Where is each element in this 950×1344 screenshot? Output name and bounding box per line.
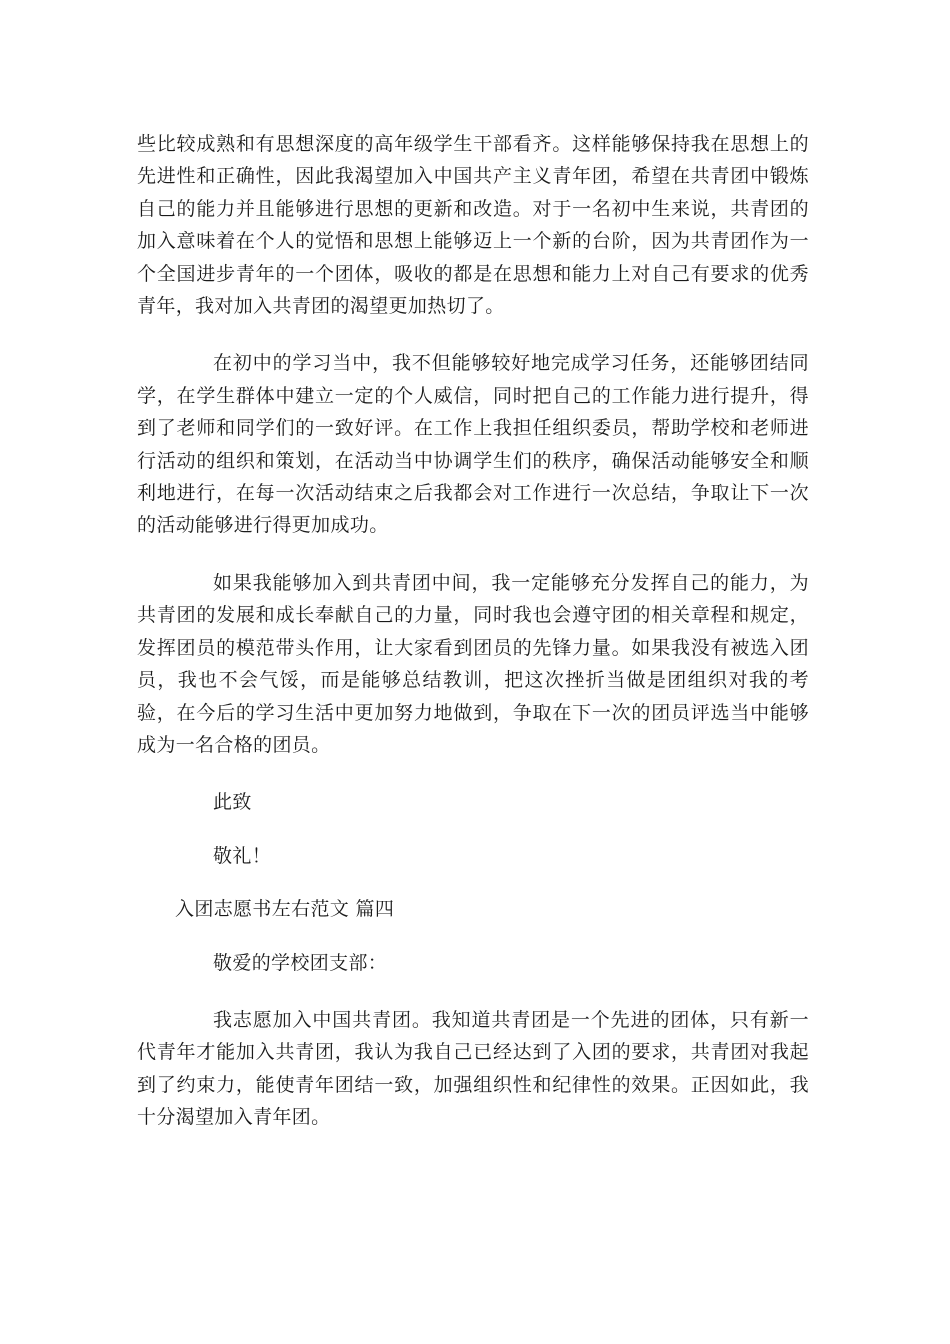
section-heading: 入团志愿书左右范文 篇四: [175, 898, 395, 921]
paragraph-4: 我志愿加入中国共青团。我知道共青团是一个先进的团体，只有新一代青年才能加入共青团，我认为我自己已经达到了入团的要求，共青团对我起到了约束力，能使青年团结一致，加强组织性和纪律性的效果。正因如此，我十分渴望加入青年团。: [137, 1008, 809, 1129]
paragraph-1: 些比较成熟和有思想深度的高年级学生干部看齐。这样能够保持我在思想上的先进性和正确性，因此我渴望加入中国共产主义青年团，希望在共青团中锻炼自己的能力并且能够进行思想的更新和改造。对于一名初中生来说，共青团的加入意味着在个人的觉悟和思想上能够迈上一个新的台阶，因为共青团作为一个全国进步青年的一个团体，吸收的都是在思想和能力上对自己有要求的优秀青年，我对加入共青团的渴望更加热切了。: [137, 133, 809, 318]
paragraph-3: 如果我能够加入到共青团中间，我一定能够充分发挥自己的能力，为共青团的发展和成长奉献自己的力量，同时我也会遵守团的相关章程和规定，发挥团员的模范带头作用，让大家看到团员的先锋力量。如果我没有被选入团员，我也不会气馁，而是能够总结教训，把这次挫折当做是团组织对我的考验，在今后的学习生活中更加努力地做到，争取在下一次的团员评选当中能够成为一名合格的团员。: [137, 571, 809, 756]
paragraph-2: 在初中的学习当中，我不但能够较好地完成学习任务，还能够团结同学，在学生群体中建立一定的个人威信，同时把自己的工作能力进行提升，得到了老师和同学们的一致好评。在工作上我担任组织委员，帮助学校和老师进行活动的组织和策划，在活动当中协调学生们的秩序，确保活动能够安全和顺利地进行，在每一次活动结束之后我都会对工作进行一次总结，争取让下一次的活动能够进行得更加成功。: [137, 352, 809, 537]
salutation: 敬爱的学校团支部：: [213, 951, 388, 974]
closing-ci-zhi: 此致: [213, 791, 252, 814]
document-page: [137, 128, 809, 1134]
closing-jing-li: 敬礼！: [213, 844, 272, 867]
